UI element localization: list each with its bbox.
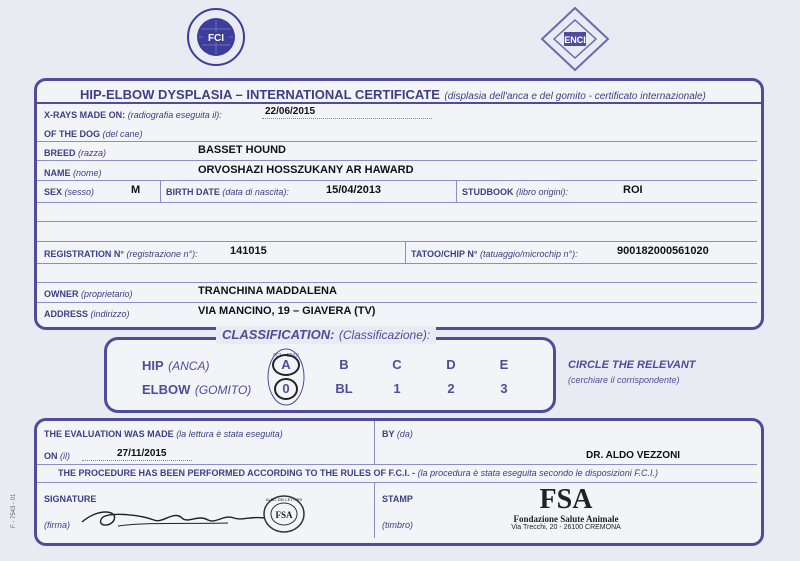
registration-value: 141015	[230, 245, 267, 257]
evaluator-value: DR. ALDO VEZZONI	[586, 450, 681, 461]
dog-label: OF THE DOG (del cane)	[44, 129, 143, 139]
hip-grade-C: C	[392, 357, 402, 372]
evaluation-made-label: THE EVALUATION WAS MADE (la lettura è stata eseguita)	[44, 429, 283, 439]
seal-text: FSA	[275, 510, 293, 520]
hip-row-label: HIP (ANCA)	[142, 358, 210, 373]
elbow-grade-1: 1	[393, 381, 401, 396]
on-label: ON (il)	[44, 451, 71, 461]
owner-value: TRANCHINA MADDALENA	[198, 285, 337, 297]
elbow-grade-2: 2	[447, 381, 455, 396]
stamp-top-text: FCI – ENCI	[273, 353, 299, 359]
birth-date-label: BIRTH DATE (data di nascita):	[166, 187, 289, 197]
signature-image	[78, 502, 268, 532]
evaluation-date-value: 27/11/2015	[117, 448, 167, 459]
signature-sub: (firma)	[44, 520, 70, 530]
fsa-logo: FSA	[539, 484, 593, 515]
xrays-label: X-RAYS MADE ON: (radiografia eseguita il):	[44, 110, 222, 120]
name-label: NAME (nome)	[44, 168, 102, 178]
enci-logo	[540, 6, 610, 72]
registration-label: REGISTRATION N° (registrazione n°):	[44, 249, 198, 259]
studbook-value: ROI	[623, 184, 643, 196]
enci-logo-text: ENCI	[564, 35, 586, 45]
fsa-stamp	[496, 486, 636, 538]
by-label: BY (da)	[382, 429, 413, 439]
certificate-title: HIP-ELBOW DYSPLASIA – INTERNATIONAL CERTIFICATE	[80, 87, 440, 102]
chip-label: TATOO/CHIP N° (tatuaggio/microchip n°):	[411, 249, 578, 259]
sex-value: M	[131, 184, 141, 196]
side-code: F - 7543 - 01	[11, 493, 17, 528]
breed-label: BREED (razza)	[44, 148, 107, 158]
studbook-label: STUDBOOK (libro origini):	[462, 187, 569, 197]
circle-note-sub: (cerchiare il corrispondente)	[568, 375, 680, 385]
name-value: ORVOSHAZI HOSSZUKANY AR HAWARD	[198, 164, 414, 176]
stamp-sub: (timbro)	[382, 520, 413, 530]
hip-grade-E: E	[499, 357, 509, 372]
stamp-label: STAMP	[382, 494, 413, 504]
classification-box	[104, 337, 556, 413]
elbow-grade-3: 3	[500, 381, 508, 396]
classification-title: CLASSIFICATION: (Classificazione):	[216, 326, 436, 344]
address-value: VIA MANCINO, 19 – GIAVERA (TV)	[198, 305, 376, 317]
sex-label: SEX (sesso)	[44, 187, 95, 197]
birth-date-value: 15/04/2013	[326, 184, 382, 196]
elbow-grade-0: 0	[274, 378, 298, 400]
hip-grade-B: B	[339, 357, 349, 372]
procedure-line: THE PROCEDURE HAS BEEN PERFORMED ACCORDING TO THE RULES OF F.C.I. - (la procedura è stata eseguita secondo le disposizioni F.C.I.)	[58, 468, 659, 478]
xrays-value: 22/06/2015	[265, 106, 316, 117]
seal-stamp	[262, 494, 306, 534]
elbow-row-label: ELBOW (GOMITO)	[142, 382, 252, 397]
fci-logo	[186, 7, 246, 67]
chip-value: 900182000561020	[617, 245, 709, 257]
circle-note: CIRCLE THE RELEVANT	[568, 359, 696, 371]
signature-label: SIGNATURE	[44, 494, 97, 504]
breed-value: BASSET HOUND	[198, 144, 287, 156]
seal-ring-text: ALBO DEI LETTORI	[265, 497, 303, 502]
elbow-grade-BL: BL	[335, 381, 353, 396]
certificate-subtitle: (displasia dell'anca e del gomito - certificato internazionale)	[444, 91, 706, 102]
owner-label: OWNER (proprietario)	[44, 289, 133, 299]
fsa-name: Fondazione Salute Animale	[513, 514, 619, 524]
hip-grade-A: A	[272, 354, 300, 376]
hip-grade-D: D	[446, 357, 456, 372]
fsa-address: Via Trecchi, 20 - 26100 CREMONA	[511, 524, 621, 531]
fci-logo-text: FCI	[207, 33, 225, 44]
address-label: ADDRESS (indirizzo)	[44, 309, 130, 319]
